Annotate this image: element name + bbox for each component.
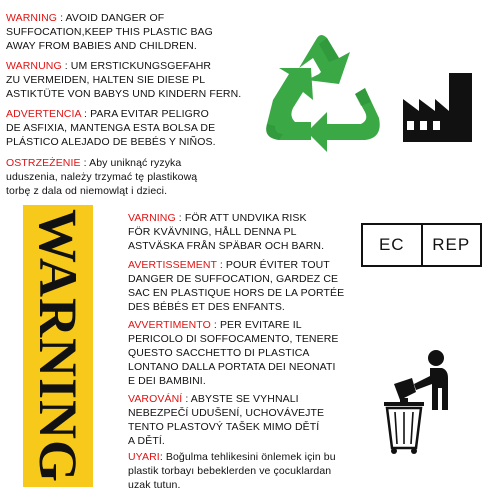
warning-heading: AVVERTIMENTO	[128, 319, 211, 331]
warning-italian	[128, 318, 339, 388]
warning-heading: VAROVÁNÍ	[128, 393, 183, 405]
recycle-icon	[253, 28, 385, 156]
warning-bar-label: WARNING	[28, 208, 88, 484]
warning-spanish	[6, 107, 216, 149]
warning-text: : Boğulma tehlikesini önlemek için bu	[159, 451, 336, 463]
warning-text: PLÁSTICO ALEJADO DE BEBÉS Y NIÑOS.	[6, 136, 216, 148]
warning-heading: WARNING	[6, 12, 58, 24]
warning-text: DANGER DE SUFFOCATION, GARDEZ CE	[128, 273, 339, 285]
warning-text: PERICOLO DI SOFFOCAMENTO, TENERE	[128, 333, 339, 345]
warning-text: NEBEZPEČÍ UDUŠENÍ, UCHOVÁVEJTE	[128, 407, 325, 419]
warning-french	[128, 258, 344, 314]
warning-english	[6, 11, 213, 53]
warning-text: QUESTO SACCHETTO DI PLASTICA	[128, 347, 310, 359]
recycle-icon-graphic	[253, 28, 385, 156]
warning-text: : ABYSTE SE VYHNALI	[185, 393, 299, 405]
warning-german	[6, 59, 241, 101]
warning-turkish	[128, 450, 336, 492]
warning-text: LONTANO DALLA PORTATA DEI NEONATI	[128, 361, 336, 373]
warning-heading: OSTRZEŻENIE	[6, 157, 81, 169]
warning-text: ASTVÄSKA FRÅN SPÄBAR OCH BARN.	[128, 240, 325, 252]
warning-polish	[6, 156, 197, 198]
warning-text: : POUR ÉVITER TOUT	[219, 259, 330, 271]
ec-rep-right: REP	[421, 225, 481, 265]
warning-text: A DĚTÍ.	[128, 435, 165, 447]
warning-text: uzak tutun.	[128, 479, 181, 491]
warning-text: : AVOID DANGER OF	[57, 12, 165, 24]
ec-rep-symbol	[361, 223, 482, 267]
warning-text: FÖR KVÄVNING, HÅLL DENNA PL	[128, 226, 297, 238]
warning-text: ZU VERMEIDEN, HALTEN SIE DIESE PL	[6, 74, 206, 86]
warning-text: uduszenia, należy trzymać tę plastikową	[6, 171, 198, 183]
warning-text: DE ASFIXIA, MANTENGA ESTA BOLSA DE	[6, 122, 216, 134]
warning-text: : PARA EVITAR PELIGRO	[84, 108, 209, 120]
factory-icon	[403, 73, 473, 143]
warning-text: : PER EVITARE IL	[213, 319, 302, 331]
warning-bar	[23, 205, 93, 487]
warning-text: plastik torbayı bebeklerden ve çocuklardan	[128, 465, 332, 477]
factory-icon-graphic	[403, 73, 473, 143]
warning-swedish	[128, 211, 324, 253]
warning-text: E DEI BAMBINI.	[128, 375, 206, 387]
warning-heading: VARNING	[128, 212, 176, 224]
warning-text: DES BÉBÉS ET DES ENFANTS.	[128, 301, 285, 313]
warning-czech	[128, 392, 324, 448]
warning-heading: AVERTISSEMENT	[128, 259, 217, 271]
warning-text: ASTIKTÜTE VON BABYS UND KINDERN FERN.	[6, 88, 242, 100]
warning-text: TENTO PLASTOVÝ TAŠEK MIMO DĚTÍ	[128, 421, 320, 433]
ec-rep-left: EC	[378, 235, 405, 254]
warning-text: AWAY FROM BABIES AND CHILDREN.	[6, 40, 197, 52]
warning-text: : Aby uniknąć ryzyka	[83, 157, 182, 169]
person-disposing-trash-icon-graphic	[378, 350, 478, 460]
warning-heading: WARNUNG	[6, 60, 62, 72]
warning-text: SAC EN PLASTIQUE HORS DE LA PORTÉE	[128, 287, 345, 299]
warning-heading: ADVERTENCIA	[6, 108, 82, 120]
warning-heading: UYARI	[128, 451, 160, 463]
warning-text: torbę z dala od niemowląt i dzieci.	[6, 185, 168, 197]
person-disposing-trash-icon	[378, 350, 478, 460]
warning-text: : FÖR ATT UNDVIKA RISK	[178, 212, 307, 224]
warning-text: : UM ERSTICKUNGSGEFAHR	[64, 60, 212, 72]
warning-text: SUFFOCATION,KEEP THIS PLASTIC BAG	[6, 26, 213, 38]
